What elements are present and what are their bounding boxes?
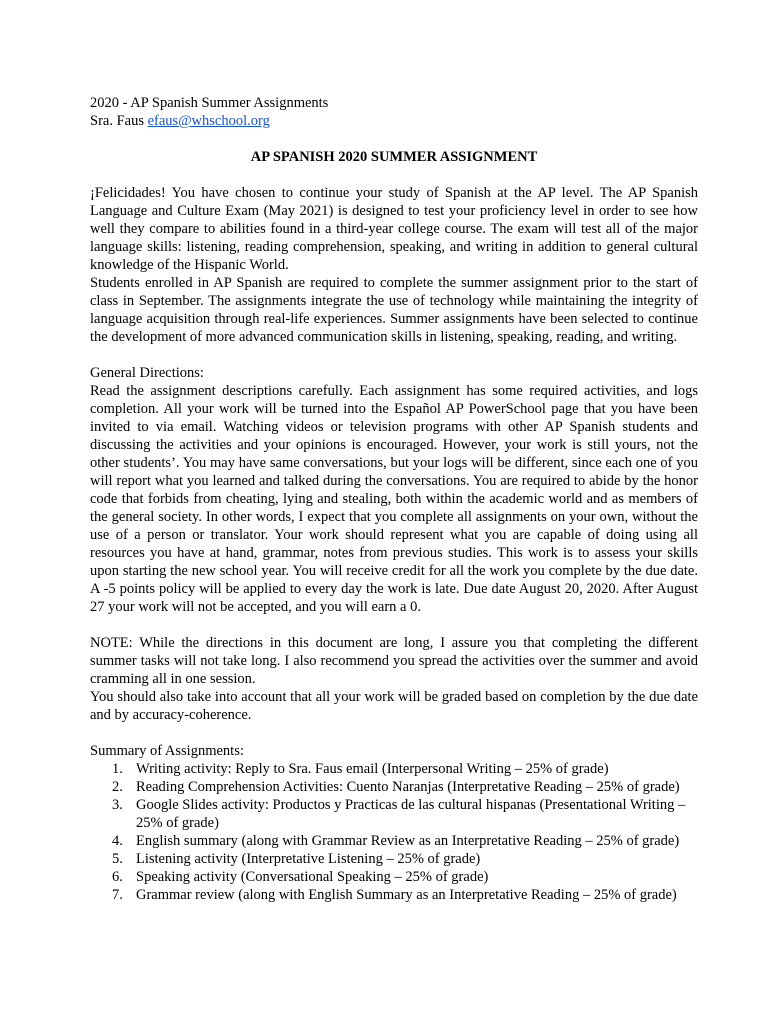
- list-text: Reading Comprehension Activities: Cuento Naranjas (Interpretative Reading – 25% of grade): [136, 779, 680, 795]
- list-text: Writing activity: Reply to Sra. Faus email (Interpersonal Writing – 25% of grade): [136, 761, 609, 777]
- list-item: [90, 886, 698, 904]
- list-number: 7.: [112, 887, 123, 903]
- teacher-email-link[interactable]: efaus@whschool.org: [147, 113, 270, 129]
- list-number: 5.: [112, 851, 123, 867]
- teacher-name: Sra. Faus: [90, 113, 148, 129]
- assignment-list: [90, 760, 698, 904]
- list-item: [90, 796, 698, 832]
- teacher-line: [90, 112, 698, 130]
- list-number: 1.: [112, 761, 123, 777]
- directions-paragraph: Read the assignment descriptions carefully. Each assignment has some required activities, and logs completion. All your work will be turned into the Español AP PowerSchool page that you have been invited to via email. Watching videos or television programs with other AP Spanish students and discussing the activities and your opinions is encouraged. However, your work is still yours, not the other students’. You may have same conversations, but your logs will be different, since each one of you will report what you learned and talked during the conversations. You are required to abide by the honor code that forbids from cheating, lying and stealing, both within the academic world and as members of the general society. In other words, I expect that you complete all assignments on your own, without the use of a person or translator. Your work should represent what you are capable of doing using all resources you have at hand, grammar, notes from previous studies. This work is to assess your skills upon starting the new school year. You will receive credit for all the work you complete by the due date. A -5 points policy will be applied to every day the work is late. Due date August 20, 2020. After August 27 your work will not be accepted, and you will earn a 0.: [90, 383, 698, 615]
- list-text: Google Slides activity: Productos y Practicas de las cultural hispanas (Presentational Writing – 25% of grade): [136, 797, 686, 831]
- list-item: [90, 868, 698, 886]
- list-item: [90, 760, 698, 778]
- list-number: 3.: [112, 797, 123, 813]
- list-item: [90, 832, 698, 850]
- document-page: [90, 94, 698, 904]
- document-title: AP SPANISH 2020 SUMMER ASSIGNMENT: [250, 149, 538, 165]
- list-number: 6.: [112, 869, 123, 885]
- summary-heading: Summary of Assignments:: [90, 743, 244, 759]
- list-number: 4.: [112, 833, 123, 849]
- list-text: Listening activity (Interpretative Listening – 25% of grade): [136, 851, 481, 867]
- spacer: [90, 724, 698, 742]
- list-item: [90, 850, 698, 868]
- grading-paragraph: You should also take into account that all your work will be graded based on completion by the due date and by accuracy-coherence.: [90, 689, 698, 723]
- directions-heading: General Directions:: [90, 365, 204, 381]
- header-line: 2020 - AP Spanish Summer Assignments: [90, 95, 329, 111]
- note-paragraph: NOTE: While the directions in this document are long, I assure you that completing the different summer tasks will not take long. I also recommend you spread the activities over the summer and avoid cramming all in one session.: [90, 635, 698, 687]
- spacer: [90, 346, 698, 364]
- list-item: [90, 778, 698, 796]
- list-text: English summary (along with Grammar Review as an Interpretative Reading – 25% of grade): [136, 833, 680, 849]
- intro-paragraph: ¡Felicidades! You have chosen to continue your study of Spanish at the AP level. The AP Spanish Language and Culture Exam (May 2021) is designed to test your proficiency level in order to see how well they compare to abilities found in a third-year college course. The exam will test all of the major language skills: listening, reading comprehension, speaking, and writing in addition to general cultural knowledge of the Hispanic World.: [90, 185, 698, 273]
- requirement-paragraph: Students enrolled in AP Spanish are required to complete the summer assignment prior to the start of class in September. The assignments integrate the use of technology while maintaining the integrity of language acquisition through real-life experiences. Summer assignments have been selected to continue the development of more advanced communication skills in listening, speaking, reading, and writing.: [90, 275, 698, 345]
- list-number: 2.: [112, 779, 123, 795]
- spacer: [90, 616, 698, 634]
- list-text: Speaking activity (Conversational Speaking – 25% of grade): [136, 869, 489, 885]
- list-text: Grammar review (along with English Summary as an Interpretative Reading – 25% of grade): [136, 887, 677, 903]
